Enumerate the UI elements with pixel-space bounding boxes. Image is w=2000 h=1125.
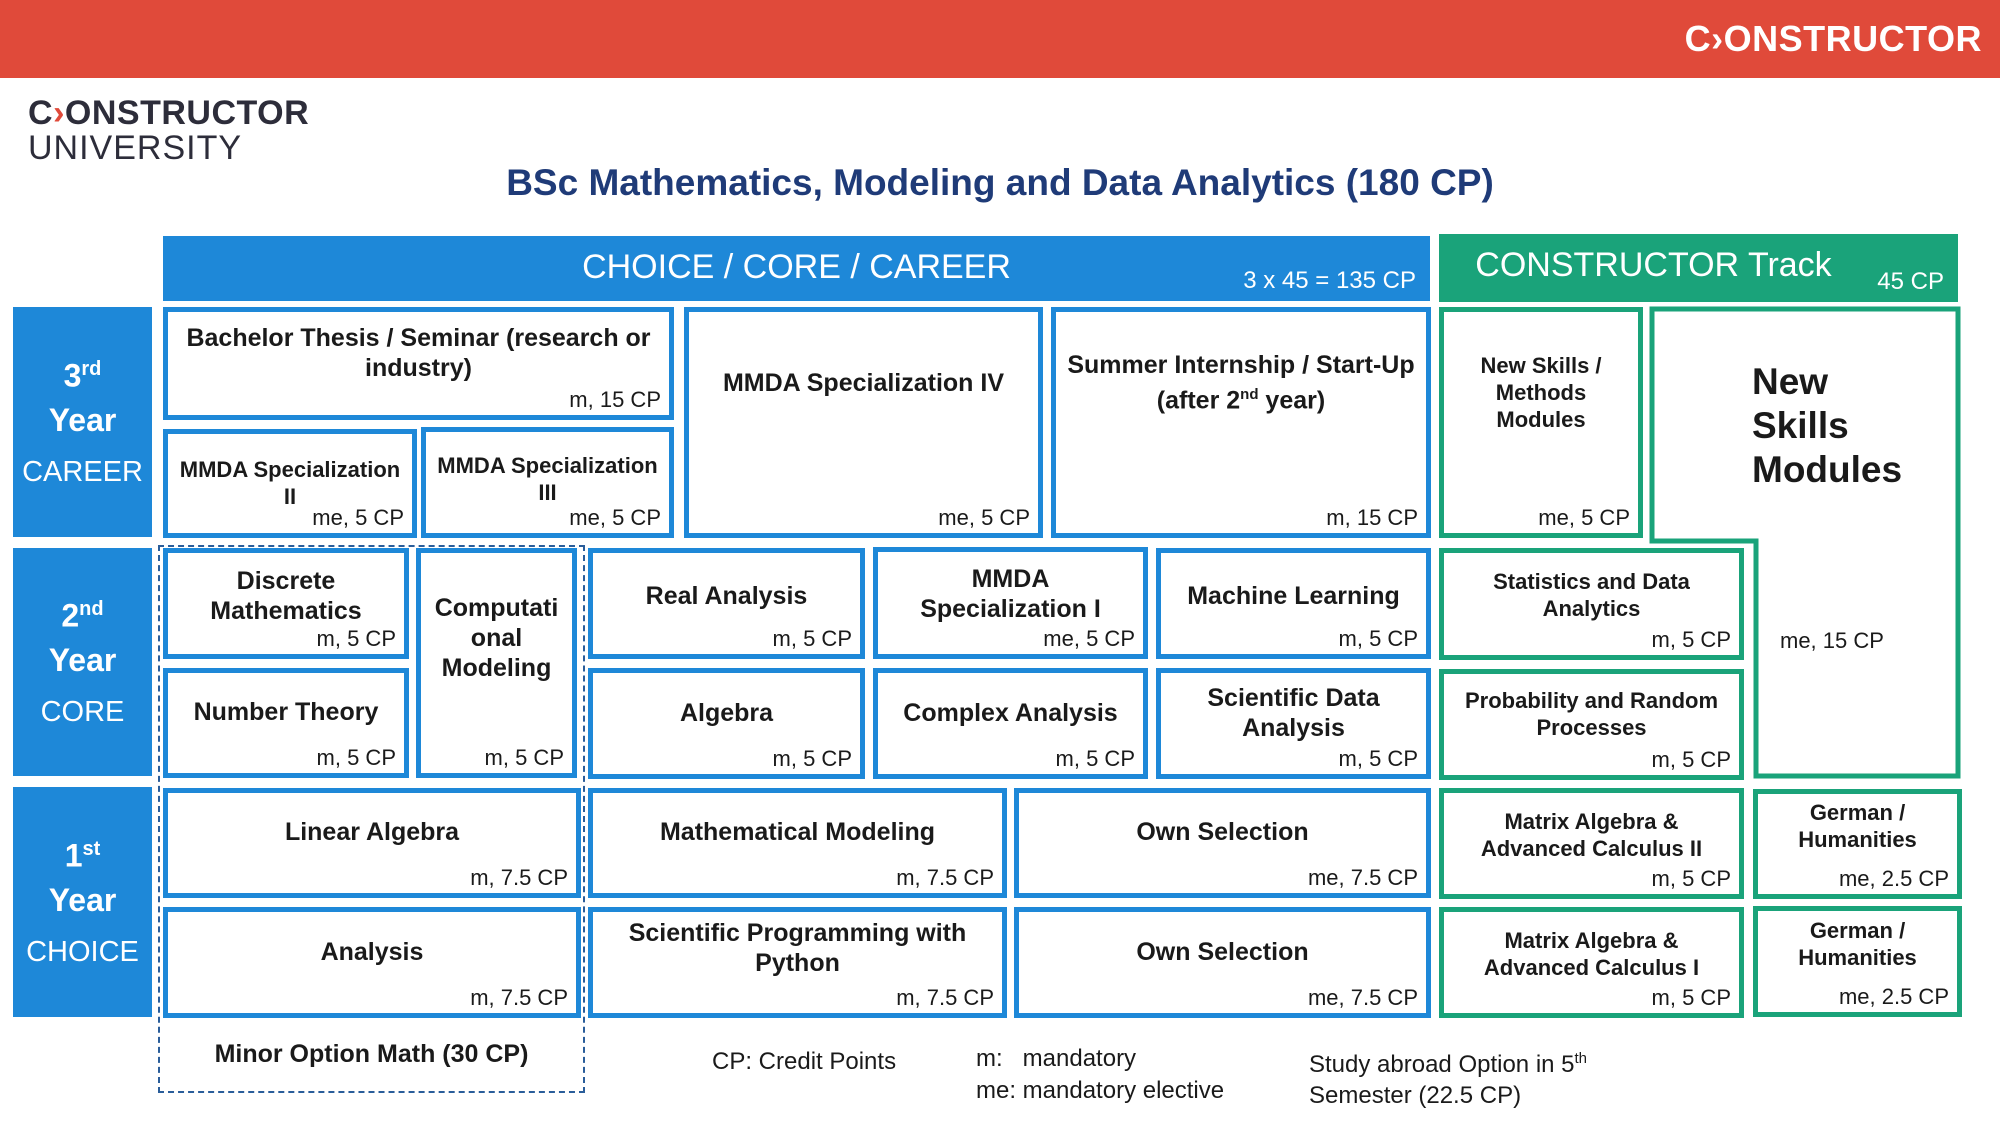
module-cp: m, 5 CP: [1651, 985, 1731, 1010]
module-own-selection-2: [1014, 907, 1431, 1018]
legend-credit-points: CP: Credit Points: [712, 1048, 897, 1075]
module-scientific-data-analysis: [1156, 668, 1431, 779]
module-name: Own Selection: [1136, 818, 1309, 846]
year-2-ord: 2: [61, 597, 80, 634]
new-skills-big-label: New Skills Modules: [1752, 361, 1903, 490]
module-name: New Skills / Methods Modules: [1480, 353, 1602, 432]
module-cp: me, 2.5 CP: [1838, 866, 1949, 891]
year-3-ord: 3: [63, 357, 82, 394]
module-cp: m, 7.5 CP: [470, 985, 568, 1010]
module-cp: me, 2.5 CP: [1838, 984, 1949, 1009]
header-track-cp: 45 CP: [1877, 268, 1944, 295]
module-cp: m, 5 CP: [316, 626, 396, 651]
module-name: MMDA Specialization IV: [722, 368, 1005, 397]
module-cp: m, 5 CP: [1651, 866, 1731, 891]
module-mmda-spec-1: [873, 547, 1148, 659]
header-track-title: CONSTRUCTOR Track: [1475, 246, 1832, 284]
module-name: Algebra: [679, 698, 774, 727]
module-algebra: [588, 668, 865, 779]
module-cp: m, 7.5 CP: [470, 865, 568, 890]
abroad-line-1: Study abroad Option in 5: [1309, 1051, 1575, 1078]
module-name: Machine Learning: [1187, 581, 1400, 610]
module-cp: m, 5 CP: [772, 746, 852, 771]
year-3-stage: CAREER: [22, 456, 143, 489]
module-name: Statistics and Data Analytics: [1493, 569, 1690, 621]
new-skills-big-cp: me, 15 CP: [1780, 628, 1884, 653]
header-ccc-cp: 3 x 45 = 135 CP: [1243, 267, 1416, 294]
abroad-sup: th: [1574, 1050, 1588, 1067]
module-cp: m, 5 CP: [316, 745, 396, 770]
legend-mandatory-elective: me: mandatory elective: [976, 1077, 1225, 1104]
year-1-label: [13, 787, 152, 1017]
module-linear-algebra: [163, 788, 581, 898]
module-cp: me, 5 CP: [938, 505, 1030, 530]
header-choice-core-career: [163, 236, 1430, 301]
year-3-label: [13, 307, 152, 537]
module-bachelor-thesis: [163, 307, 674, 420]
university-logo: [28, 94, 309, 168]
module-mathematical-modeling: [588, 788, 1007, 898]
year-2-word: Year: [48, 642, 117, 679]
module-machine-learning: [1156, 548, 1431, 659]
module-cp: me, 7.5 CP: [1307, 985, 1418, 1010]
logo-university: UNIVERSITY: [28, 129, 243, 167]
internship-name-sup: nd: [1240, 385, 1259, 403]
module-probability-random-processes: [1439, 669, 1744, 780]
module-mmda-spec-2: [163, 429, 417, 538]
module-analysis: [163, 907, 581, 1018]
module-name: Mathematical Modeling: [659, 818, 936, 846]
module-name: Matrix Algebra & Advanced Calculus I: [1483, 927, 1700, 980]
module-number-theory: [163, 668, 409, 778]
year-1-word: Year: [48, 882, 117, 919]
module-cp: me, 5 CP: [569, 505, 661, 530]
module-cp: m, 15 CP: [569, 387, 661, 412]
module-name: Analysis: [320, 937, 424, 966]
module-cp: me, 5 CP: [1043, 626, 1135, 651]
module-cp: me, 5 CP: [1538, 505, 1630, 530]
internship-name-a: Summer Internship / Start-Up (after 2: [1067, 350, 1415, 415]
year-1-stage: CHOICE: [26, 936, 139, 969]
module-matrix-algebra-2: [1439, 788, 1744, 899]
abroad-line-2: Semester (22.5 CP): [1309, 1082, 1522, 1109]
module-scientific-programming-python: [588, 907, 1007, 1018]
module-cp: me, 7.5 CP: [1307, 865, 1418, 890]
year-2-sup: nd: [79, 597, 104, 620]
module-statistics-data-analytics: [1439, 548, 1744, 660]
module-german-humanities-1: [1753, 789, 1962, 899]
page-title: BSc Mathematics, Modeling and Data Analytics (180 CP): [506, 162, 1494, 203]
module-cp: m, 5 CP: [484, 745, 564, 770]
module-name: Discrete Mathematics: [210, 566, 362, 625]
module-mmda-spec-4: [684, 307, 1043, 538]
module-cp: m, 5 CP: [1651, 747, 1731, 772]
module-cp: m, 7.5 CP: [896, 985, 994, 1010]
module-cp: m, 5 CP: [1055, 746, 1135, 771]
module-name: German / Humanities: [1798, 800, 1917, 852]
module-cp: m, 7.5 CP: [896, 865, 994, 890]
module-name: Number Theory: [193, 698, 379, 726]
logo-arrow-icon: ›: [53, 94, 65, 132]
legend-mandatory: m: mandatory: [976, 1045, 1137, 1072]
header-ccc-title: CHOICE / CORE / CAREER: [582, 248, 1011, 286]
legend-study-abroad: [1309, 1043, 1587, 1111]
logo-rest: ONSTRUCTOR: [64, 94, 310, 132]
year-1-ord: 1: [64, 837, 83, 874]
logo-c: C: [28, 94, 54, 132]
module-cp: m, 5 CP: [1338, 746, 1418, 771]
header-constructor-track: [1439, 234, 1958, 302]
module-own-selection-1: [1014, 788, 1431, 898]
module-new-skills-methods: [1439, 307, 1643, 538]
module-mmda-spec-3: [421, 427, 674, 538]
minor-option-label: Minor Option Math (30 CP): [214, 1040, 529, 1068]
internship-name-b: year): [1258, 386, 1326, 415]
module-name: Own Selection: [1136, 937, 1309, 966]
module-name: Complex Analysis: [903, 698, 1118, 727]
module-name: Scientific Programming with Python: [628, 918, 967, 977]
year-3-sup: rd: [81, 357, 102, 380]
module-summer-internship: [1051, 307, 1431, 538]
module-cp: m, 5 CP: [1338, 626, 1418, 651]
module-name: [1064, 312, 1418, 453]
module-name: Bachelor Thesis / Seminar (research or industry): [186, 323, 651, 382]
module-real-analysis: [588, 548, 865, 659]
module-cp: m, 5 CP: [772, 626, 852, 651]
module-name: Computati onal Modeling: [434, 594, 559, 682]
module-name: Scientific Data Analysis: [1207, 683, 1380, 742]
module-name: Linear Algebra: [284, 818, 460, 846]
module-german-humanities-2: [1753, 906, 1962, 1017]
logo-wordmark: [28, 94, 309, 133]
year-1-sup: st: [82, 837, 101, 860]
module-name: German / Humanities: [1798, 917, 1917, 970]
module-cp: m, 15 CP: [1326, 505, 1418, 530]
module-name: MMDA Specialization III: [437, 452, 658, 505]
module-cp: m, 5 CP: [1651, 627, 1731, 652]
year-3-word: Year: [48, 402, 117, 439]
module-name: Probability and Random Processes: [1464, 687, 1719, 740]
brand-wordmark: C›ONSTRUCTOR: [1684, 18, 1982, 59]
module-computational-modeling: [416, 548, 577, 778]
module-name: Real Analysis: [645, 581, 808, 610]
module-complex-analysis: [873, 668, 1148, 779]
module-name: MMDA Specialization I: [920, 565, 1101, 623]
module-cp: me, 5 CP: [312, 505, 404, 530]
year-2-label: [13, 548, 152, 776]
module-name: MMDA Specialization II: [179, 456, 401, 509]
module-discrete-mathematics: [163, 548, 409, 659]
module-name: Matrix Algebra & Advanced Calculus II: [1480, 808, 1703, 861]
module-matrix-algebra-1: [1439, 907, 1744, 1018]
year-2-stage: CORE: [40, 696, 125, 729]
